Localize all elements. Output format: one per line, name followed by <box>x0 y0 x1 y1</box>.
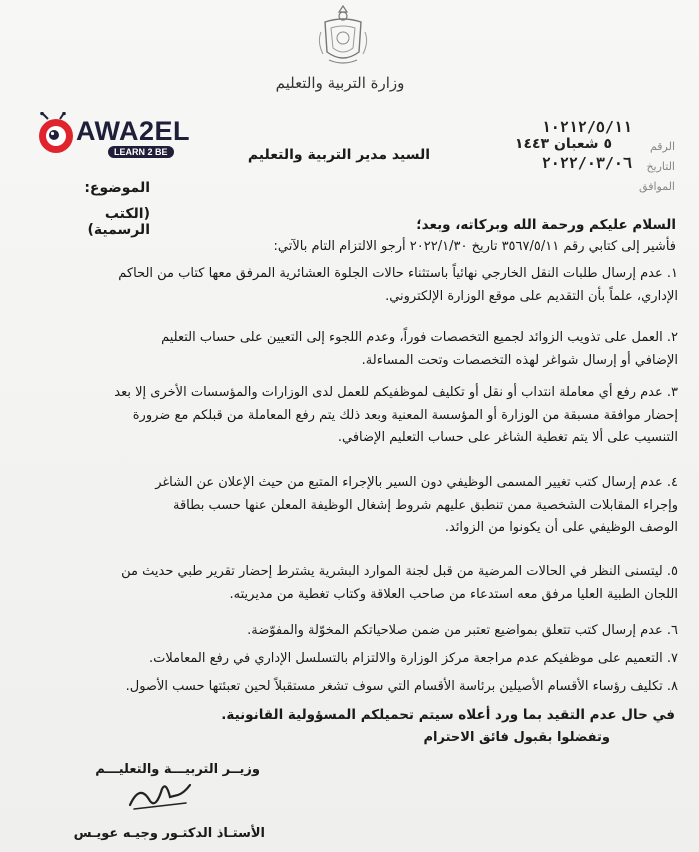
list-item <box>38 263 678 308</box>
logo-wordmark: AWA2EL <box>76 116 191 146</box>
item-line: ٣. عدم رفع أي معاملة انتداب أو نقل أو تكليف لموظفيكم للعمل لدى الوزارات والمؤسسات الأخرى إلا بعد <box>114 385 678 400</box>
item-line: ٦. عدم إرسال كتب تتعلق بمواضيع تعتبر من ضمن صلاحياتكم المخوّلة والمفوّضة. <box>247 623 678 638</box>
awa2el-logo <box>30 112 220 160</box>
item-line: وإجراء المقابلات الشخصية ممن تنطبق عليهم شروط إشغال الوظيفة المعلن عنها حسب بطاقة <box>172 497 678 513</box>
date-label: التاريخ <box>646 160 675 173</box>
item-line: ٢. العمل على تذويب الزوائد لجميع التخصصات فوراً، وعدم اللجوء إلى التعيين على حساب التعليم <box>161 330 678 345</box>
item-line: ١. عدم إرسال طلبات النقل الخارجي نهائياً باستثناء حالات الجلوة العشائرية المرفق معها كتاب من الحاكم <box>118 266 678 281</box>
item-line: ٤. عدم إرسال كتب تغيير المسمى الوظيفي دون السير بالإجراء المتبع من حيث الإعلان عن الشاغر <box>155 475 678 490</box>
handwritten-signature-icon <box>120 775 200 815</box>
item-line: ٨. تكليف رؤساء الأقسام الأصيلين برئاسة الأقسام التي سوف تشغر مستقبلاً لحين تعبئتها حسب الأصول. <box>125 679 678 694</box>
subject-value: (الكتب الرسمية) <box>87 206 150 238</box>
ref-value: ١٠٢١٢/٥/١١ <box>541 118 632 136</box>
ref-label: الرقم <box>649 140 675 153</box>
list-item <box>38 648 678 671</box>
list-item <box>38 561 678 606</box>
match-label: الموافق <box>639 180 675 193</box>
item-line: الإداري، علماً بأن التقديم على موقع الوزارة الإلكتروني. <box>385 288 678 304</box>
item-line: ٧. التعميم على موظفيكم عدم مراجعة مركز الوزارة والالتزام بالتسلسل الإداري في رفع المعاملات. <box>149 651 678 666</box>
date-value: ٢٠٢٢/٠٣/٠٦ <box>541 154 632 172</box>
logo-tagline: LEARN 2 BE <box>108 146 174 158</box>
item-line: إحضار موافقة مسبقة من الوزارة أو المؤسسة المعنية وبعد ذلك يتم رفع المعاملة من قبلكم مع ضرورة <box>132 407 678 423</box>
ministry-title: وزارة التربية والتعليم <box>275 74 405 92</box>
item-line: الإضافي أو إرسال شواغر لهذه التخصصات وتحت المساءلة. <box>361 352 678 368</box>
list-item <box>38 676 678 699</box>
list-item <box>38 382 678 450</box>
subject-label: الموضوع: <box>84 180 150 196</box>
closing-text: وتفضلوا بقبول فائق الاحترام <box>423 730 610 745</box>
intro-text: فأشير إلى كتابي رقم ٣٥٦٧/٥/١١ تاريخ ٢٠٢٢/١/٣٠ أرجو الالتزام التام بالآتي: <box>273 239 676 254</box>
royal-emblem-icon <box>315 2 371 68</box>
warning-text: في حال عدم التقيد بما ورد أعلاه سيتم تحميلكم المسؤولية القانونية. <box>221 707 675 723</box>
signatory-title: وزيــر التربيـــة والتعليـــم <box>95 762 260 777</box>
list-item <box>38 620 678 643</box>
signatory-name: الأستـاذ الدكتـور وجيـه عويـس <box>73 826 265 841</box>
list-item <box>38 472 678 540</box>
hijri-date: ٥ شعبان ١٤٤٣ <box>514 136 612 152</box>
list-item <box>38 327 678 372</box>
item-line: التنسيب على ألا يتم تغطية الشاغر على حساب التعليم الإضافي. <box>337 430 678 445</box>
greeting: السلام عليكم ورحمة الله وبركاته، وبعد؛ <box>416 217 676 233</box>
item-line: ٥. ليتسنى النظر في الحالات المرضية من قبل لجنة الموارد البشرية يشترط إحضار تقرير طبي حديث من <box>121 564 678 579</box>
bee-mascot-icon <box>30 112 78 160</box>
item-line: اللجان الطبية العليا مرفق معه استدعاء من صاحب العلاقة وكتاب تغطية من مديريته. <box>229 586 678 602</box>
addressee: السيد مدير التربية والتعليم <box>247 147 430 163</box>
item-line: الوصف الوظيفي على أن يكونوا من الزوائد. <box>444 520 678 535</box>
